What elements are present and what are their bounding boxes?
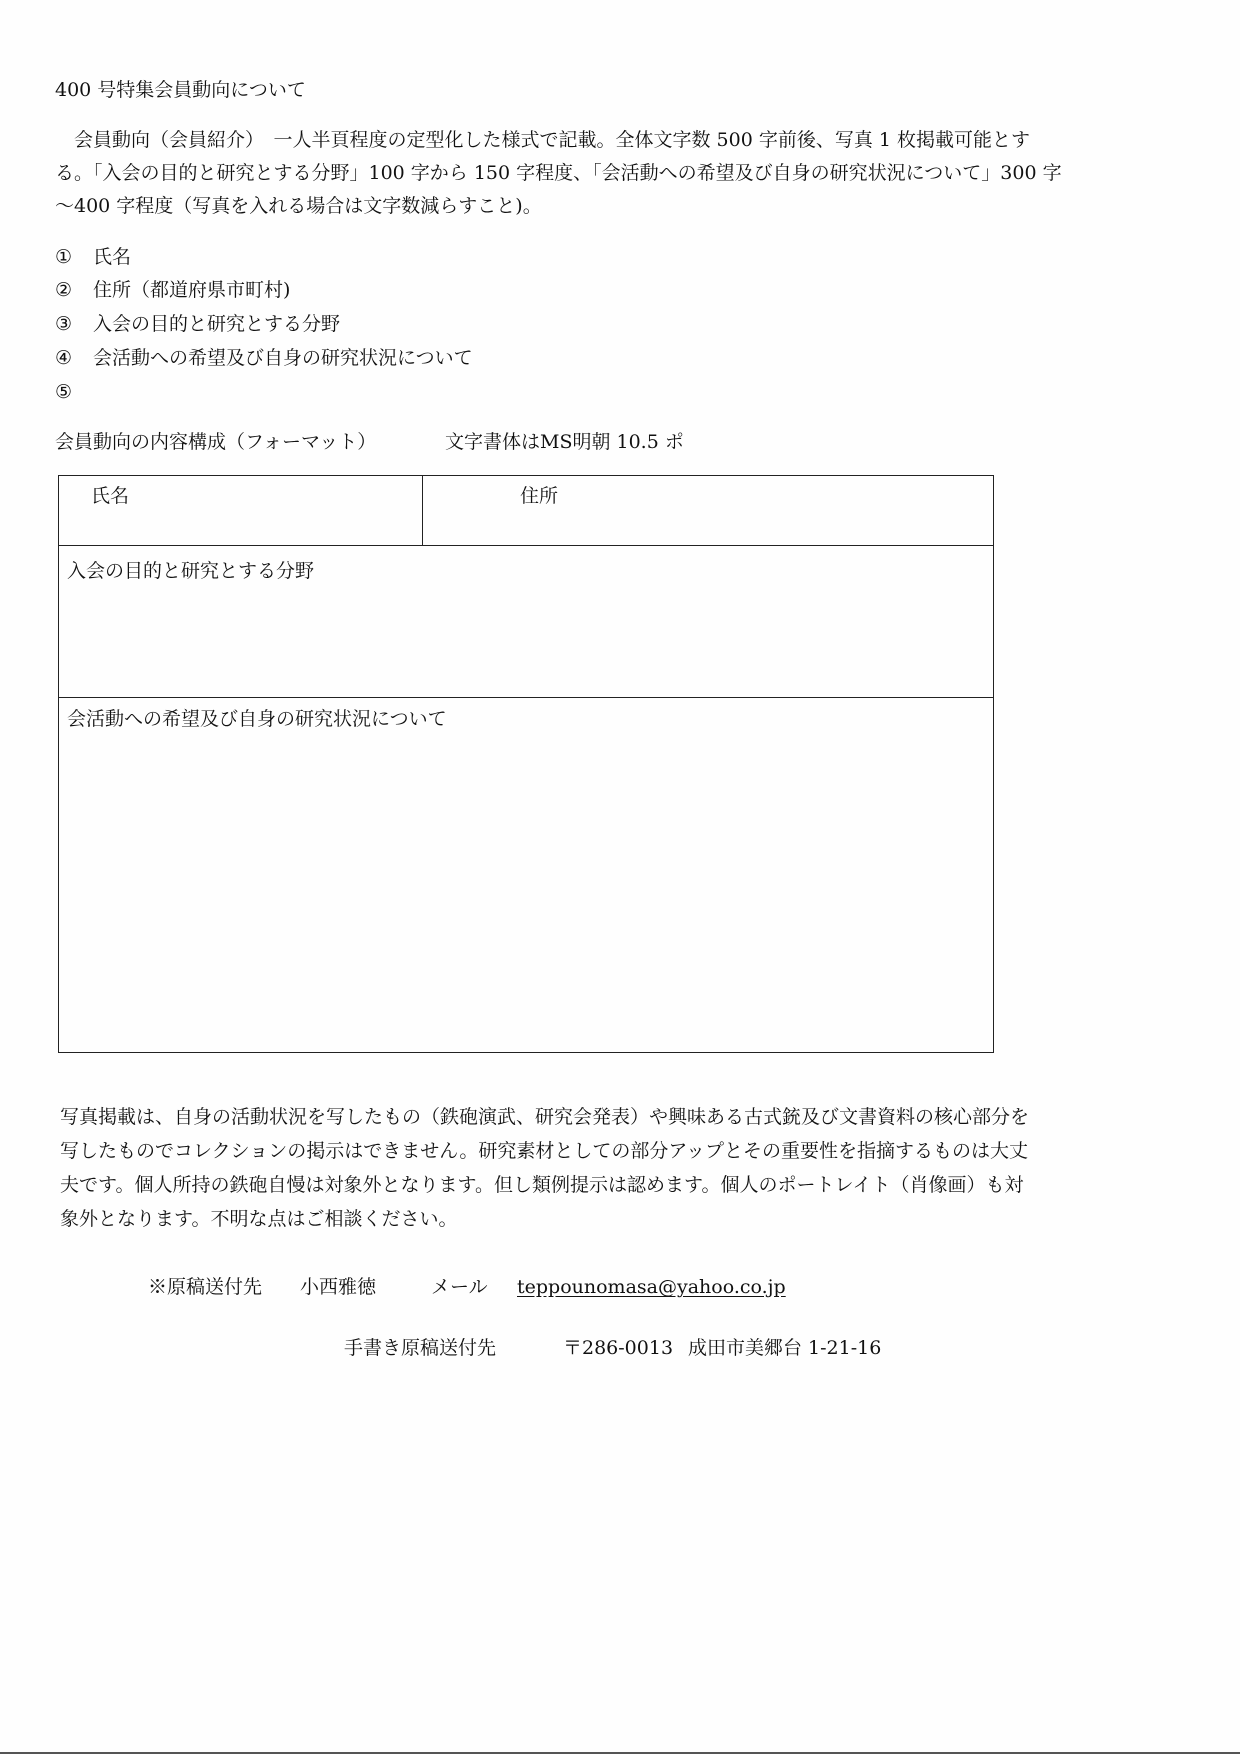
photo-paragraph-line: 写したものでコレクションの掲示はできません。研究素材としての部分アップとその重要性を指摘するものは大丈 [60,1140,1029,1162]
list-item [55,383,93,402]
form-row-activity [59,698,993,1052]
format-heading: 会員動向の内容構成（フォーマット） [55,431,377,453]
list-item [55,281,290,300]
activity-field-label: 会活動への希望及び自身の研究状況について [67,708,447,730]
item-number: ① [55,246,73,268]
list-item [55,349,473,368]
item-text: 氏名 [93,246,132,268]
photo-paragraph-line: 夫です。個人所持の鉄砲自慢は対象外となります。但し類例提示は認めます。個人のポートレイト（肖像画）も対 [60,1174,1024,1196]
item-number: ⑤ [55,381,73,403]
item-number: ③ [55,313,73,335]
font-spec: 文字書体はMS明朝 10.5 ポ [445,431,684,453]
name-field-label: 氏名 [91,485,130,507]
item-number: ④ [55,347,73,369]
contact-name: 小西雅徳 [300,1276,377,1298]
list-item [55,315,340,334]
cell-divider [422,476,423,546]
item-text: 入会の目的と研究とする分野 [93,313,341,335]
postal-address: 成田市美郷台 1-21-16 [688,1337,882,1359]
member-format-form [58,475,994,1053]
intro-line-2: る。「入会の目的と研究とする分野」100 字から 150 字程度、「会活動への希望及び自身の研究状況について」300 字 [55,162,1062,184]
item-number: ② [55,279,73,301]
mail-label: メール [431,1276,488,1298]
form-row-purpose [59,546,993,698]
form-row-name-address [59,476,993,546]
intro-line-1: 会員動向（会員紹介） 一人半頁程度の定型化した様式で記載。全体文字数 500 字前後、写真 1 枚掲載可能とす [55,129,1031,151]
photo-paragraph-line: 象外となります。不明な点はご相談ください。 [60,1208,458,1230]
handwritten-submission-label: 手書き原稿送付先 [344,1337,497,1359]
postal-code: 〒286-0013 [563,1337,674,1359]
item-text: 会活動への希望及び自身の研究状況について [93,347,473,369]
document-title: 400 号特集会員動向について [55,79,306,101]
list-item [55,248,131,267]
email-link[interactable]: teppounomasa@yahoo.co.jp [517,1276,786,1298]
photo-paragraph-line: 写真掲載は、自身の活動状況を写したもの（鉄砲演武、研究会発表）や興味ある古式銃及び文書資料の核心部分を [60,1106,1030,1128]
address-field-label: 住所 [520,485,559,507]
item-text: 住所（都道府県市町村) [93,279,291,301]
purpose-field-label: 入会の目的と研究とする分野 [67,560,315,582]
intro-line-3: ～400 字程度（写真を入れる場合は文字数減らすこと)。 [55,195,542,217]
submission-label: ※原稿送付先 [148,1276,263,1298]
